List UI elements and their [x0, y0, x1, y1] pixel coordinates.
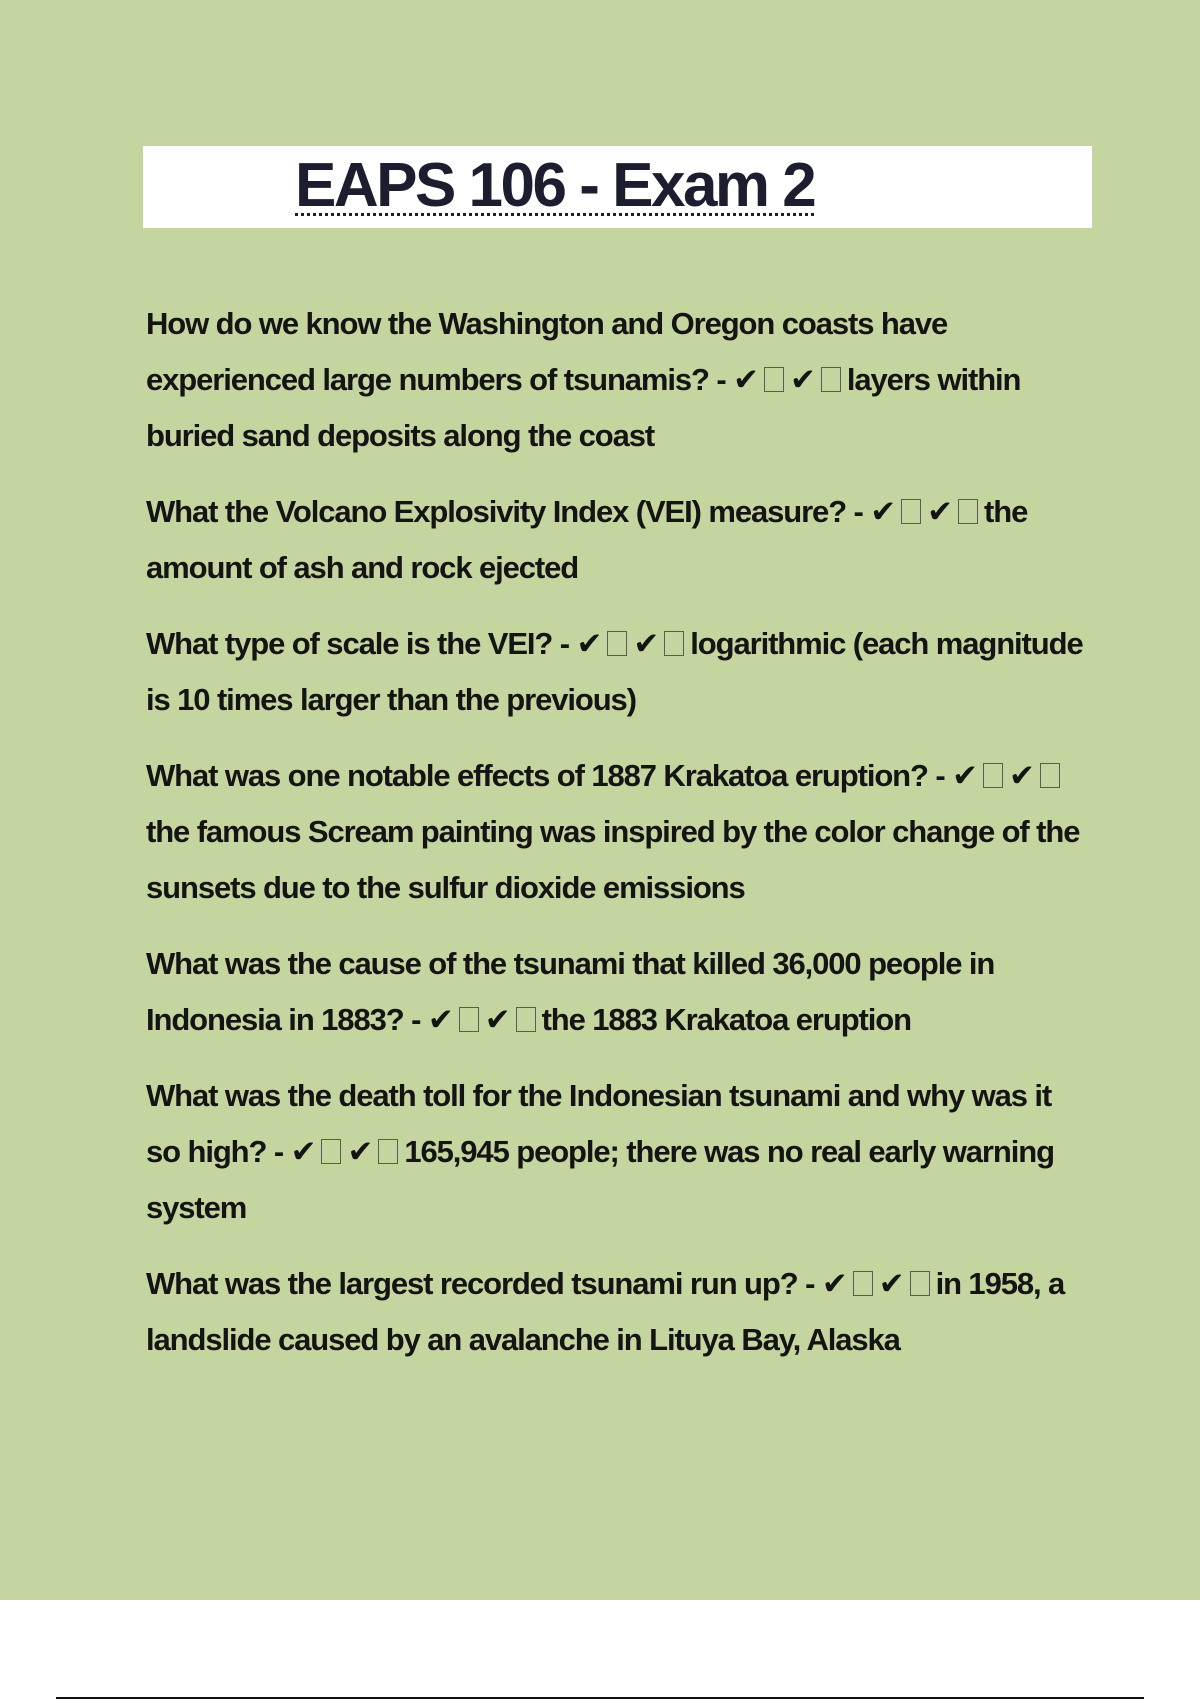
question-text: What was the cause of the tsunami that killed 36,000 people in Indonesia in 1883? - — [146, 946, 995, 1037]
question-text: What the Volcano Explosivity Index (VEI) measure? - — [146, 494, 863, 529]
question-text: What was the largest recorded tsunami run up? - — [146, 1266, 815, 1301]
checkmark-icon: ✔ — [576, 626, 602, 661]
checkmark-icon: ✔ — [952, 758, 977, 793]
checkmark-icon: ✔ — [1008, 758, 1034, 793]
empty-box-icon — [664, 631, 684, 656]
qa-item — [146, 484, 1091, 596]
checkmark-icon: ✔ — [790, 362, 815, 397]
checkmark-icon: ✔ — [870, 494, 896, 529]
empty-box-icon — [958, 499, 978, 524]
empty-box-icon — [607, 631, 627, 656]
page-title: EAPS 106 - Exam 2 — [295, 151, 815, 220]
qa-item — [146, 616, 1091, 728]
answer-text: 165,945 people; there was no real early warning system — [146, 1134, 1054, 1225]
checkmark-icon: ✔ — [347, 1134, 373, 1169]
empty-box-icon — [459, 1007, 479, 1032]
question-text: What was one notable effects of 1887 Krakatoa eruption? - — [146, 758, 945, 793]
empty-box-icon — [321, 1139, 341, 1164]
empty-box-icon — [910, 1271, 930, 1296]
answer-text: layers within buried sand deposits along the coast — [146, 362, 1021, 453]
footer-divider — [56, 1697, 1144, 1699]
checkmark-icon: ✔ — [927, 494, 953, 529]
qa-list — [146, 296, 1091, 1388]
checkmark-icon: ✔ — [290, 1134, 316, 1169]
checkmark-icon: ✔ — [633, 626, 659, 661]
answer-text: logarithmic (each magnitude is 10 times larger than the previous) — [146, 626, 1083, 717]
empty-box-icon — [983, 763, 1003, 788]
title-box — [143, 146, 1092, 228]
question-text: What type of scale is the VEI? - — [146, 626, 570, 661]
qa-item — [146, 748, 1091, 916]
answer-text: the 1883 Krakatoa eruption — [541, 1002, 911, 1037]
checkmark-icon: ✔ — [733, 362, 759, 397]
answer-text: the famous Scream painting was inspired by the color change of the sunsets due to the sulfur dioxide emissions — [146, 814, 1080, 905]
empty-box-icon — [378, 1139, 398, 1164]
empty-box-icon — [853, 1271, 873, 1296]
checkmark-icon: ✔ — [821, 1266, 847, 1301]
checkmark-icon: ✔ — [878, 1266, 904, 1301]
qa-item — [146, 296, 1091, 464]
question-text: How do we know the Washington and Oregon coasts have experienced large numbers of tsunamis? - — [146, 306, 948, 397]
qa-item — [146, 936, 1091, 1048]
empty-box-icon — [1040, 763, 1060, 788]
question-text: What was the death toll for the Indonesian tsunami and why was it so high? - — [146, 1078, 1052, 1169]
empty-box-icon — [764, 367, 784, 392]
checkmark-icon: ✔ — [427, 1002, 453, 1037]
empty-box-icon — [516, 1007, 536, 1032]
empty-box-icon — [901, 499, 921, 524]
answer-text: the amount of ash and rock ejected — [146, 494, 1028, 585]
answer-text: in 1958, a landslide caused by an avalanche in Lituya Bay, Alaska — [146, 1266, 1065, 1357]
qa-item — [146, 1068, 1091, 1236]
qa-item — [146, 1256, 1091, 1368]
empty-box-icon — [821, 367, 841, 392]
checkmark-icon: ✔ — [484, 1002, 510, 1037]
